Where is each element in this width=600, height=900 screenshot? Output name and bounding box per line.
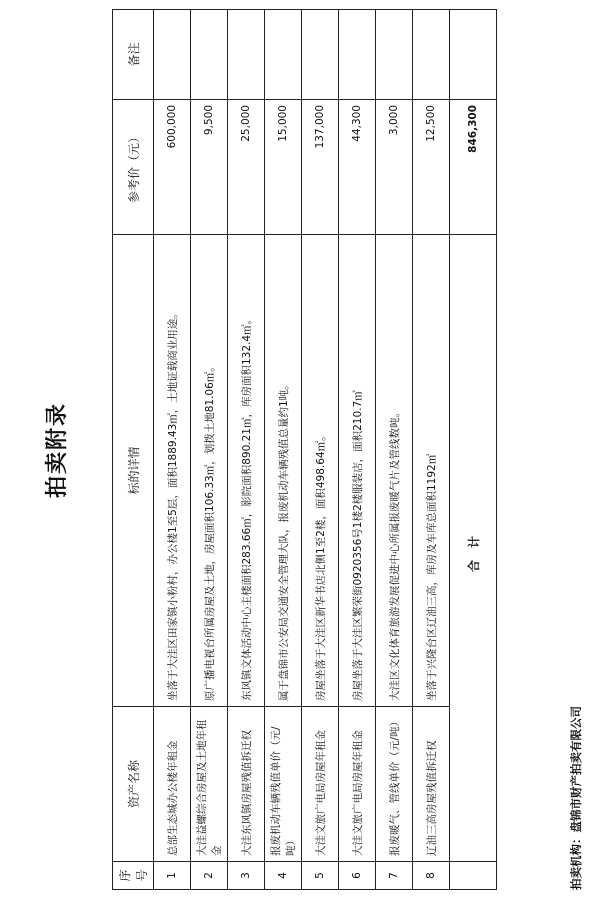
row-price: 15,000	[265, 100, 302, 235]
row-detail: 坐落于大洼区田家镇小粉村，办公楼1至5层，面积1889.43㎡，土地证载商业用途。	[154, 235, 191, 707]
row-note	[154, 10, 191, 100]
row-price: 137,000	[302, 100, 339, 235]
row-asset: 大洼东风镇房屋残值拆迁权	[228, 707, 265, 862]
table-header-row	[113, 10, 154, 890]
table-row	[339, 10, 376, 890]
table-row	[154, 10, 191, 890]
row-detail: 属于盘锦市公安局交通安全管理大队，报废机动车辆残值总量约1吨。	[265, 235, 302, 707]
total-value: 846,300	[450, 100, 497, 235]
table-row	[413, 10, 450, 890]
table-row	[302, 10, 339, 890]
row-detail: 原广播电视台所属房屋及土地，房屋面积106.33㎡，划拨土地81.06㎡。	[191, 235, 228, 707]
row-note	[191, 10, 228, 100]
row-detail: 东风镇文体活动中心主楼面积283.66㎡，影院面积890.21㎡，库房面积132.4㎡。	[228, 235, 265, 707]
row-price: 3,000	[376, 100, 413, 235]
row-note	[265, 10, 302, 100]
row-no: 8	[413, 862, 450, 890]
row-no: 7	[376, 862, 413, 890]
row-detail: 房屋坐落于大洼区繁荣街0920356号1楼2楼服装店，面积210.7㎡	[339, 235, 376, 707]
row-asset: 大洼文旅广电局房屋年租金	[302, 707, 339, 862]
auction-institution: 拍卖机构：盘锦市财产拍卖有限公司	[569, 706, 583, 890]
row-asset: 辽油三高房屋残值拆迁权	[413, 707, 450, 862]
row-asset: 报废机动车辆残值单价（元/吨）	[265, 707, 302, 862]
total-blank	[450, 862, 497, 890]
header-note: 备注	[113, 10, 154, 100]
row-asset: 大洼文旅广电局房屋年租金	[339, 707, 376, 862]
header-no: 序号	[113, 862, 154, 890]
page-title: 拍卖附录	[45, 402, 70, 499]
row-detail: 大洼区文化体育旅游发展促进中心所属报废暖气片及管线数吨。	[376, 235, 413, 707]
table-row	[228, 10, 265, 890]
row-asset: 大洼益螺综合房屋及土地年租金	[191, 707, 228, 862]
row-note	[339, 10, 376, 100]
row-asset: 报废暖气、管线单价（元/吨）	[376, 707, 413, 862]
table-body	[154, 10, 450, 890]
row-no: 4	[265, 862, 302, 890]
header-detail: 标的详情	[113, 235, 154, 707]
table-row	[191, 10, 228, 890]
auction-table	[112, 9, 497, 890]
row-note	[413, 10, 450, 100]
table-row	[265, 10, 302, 890]
row-no: 3	[228, 862, 265, 890]
row-price: 25,000	[228, 100, 265, 235]
row-asset: 总部生态城办公楼年租金	[154, 707, 191, 862]
row-note	[376, 10, 413, 100]
header-price: 参考价（元）	[113, 100, 154, 235]
row-no: 6	[339, 862, 376, 890]
row-price: 9,500	[191, 100, 228, 235]
row-no: 5	[302, 862, 339, 890]
total-label: 合计	[450, 235, 497, 862]
row-price: 600,000	[154, 100, 191, 235]
row-note	[302, 10, 339, 100]
table-row	[376, 10, 413, 890]
row-no: 2	[191, 862, 228, 890]
row-price: 44,300	[339, 100, 376, 235]
row-detail: 房屋坐落于大洼区新华书店北侧1至2楼，面积498.64㎡。	[302, 235, 339, 707]
total-row	[450, 10, 497, 890]
row-detail: 坐落于兴隆台区辽油三高，库房及车库总面积1192㎡	[413, 235, 450, 707]
row-note	[228, 10, 265, 100]
row-price: 12,500	[413, 100, 450, 235]
header-asset: 资产名称	[113, 707, 154, 862]
total-note	[450, 10, 497, 100]
row-no: 1	[154, 862, 191, 890]
